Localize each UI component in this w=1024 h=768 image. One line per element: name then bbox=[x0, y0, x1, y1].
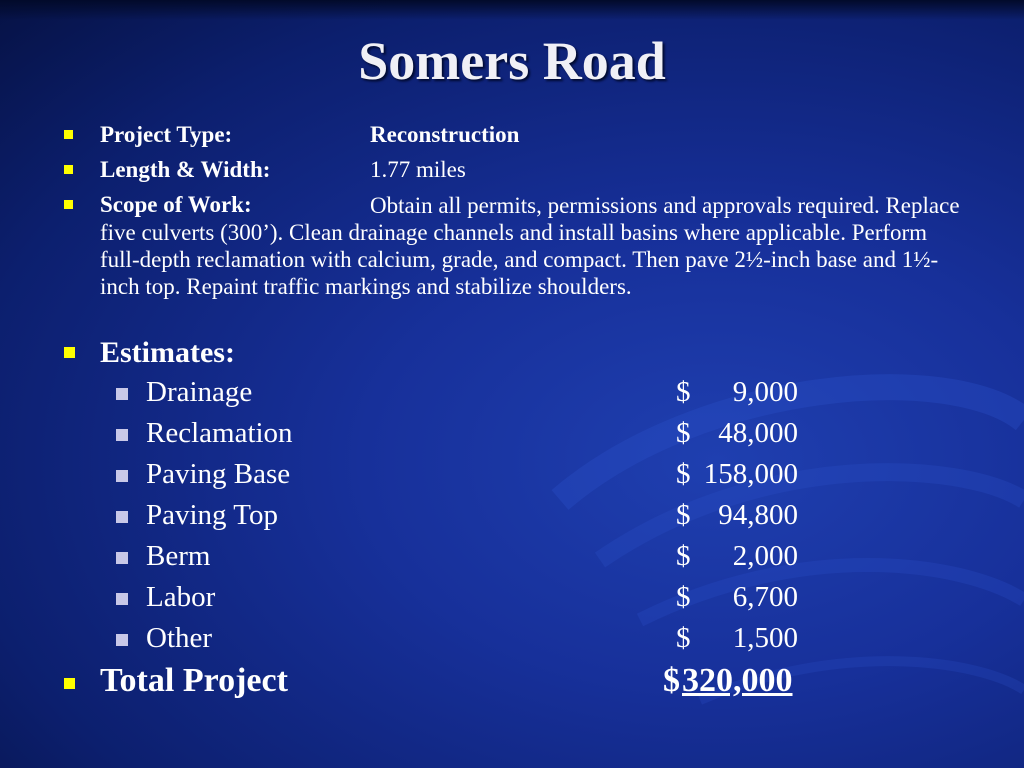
bullet-icon bbox=[64, 347, 75, 358]
sub-bullet-icon bbox=[116, 429, 128, 441]
bullet-icon bbox=[64, 165, 73, 174]
length-width-value: 1.77 miles bbox=[370, 157, 466, 182]
estimate-label-reclamation: Reclamation bbox=[146, 417, 293, 449]
estimate-currency: $ bbox=[676, 581, 691, 613]
estimate-amount-drainage: 9,000 bbox=[732, 376, 798, 408]
sub-bullet-icon bbox=[116, 593, 128, 605]
estimate-amount-berm: 2,000 bbox=[732, 540, 798, 572]
estimate-currency: $ bbox=[676, 417, 691, 449]
total-project-label: Total Project bbox=[100, 662, 288, 699]
estimate-amount-paving-base: 158,000 bbox=[703, 458, 798, 490]
estimate-amount-reclamation: 48,000 bbox=[718, 417, 798, 449]
estimate-label-other: Other bbox=[146, 622, 213, 654]
estimate-label-paving-top: Paving Top bbox=[146, 499, 278, 531]
estimate-currency: $ bbox=[676, 540, 691, 572]
project-type-label: Project Type: bbox=[100, 122, 233, 147]
bullet-icon bbox=[64, 200, 73, 209]
scope-of-work-label: Scope of Work: bbox=[100, 192, 252, 217]
estimate-currency: $ bbox=[676, 622, 691, 654]
estimate-currency: $ bbox=[676, 458, 691, 490]
estimate-currency: $ bbox=[676, 376, 691, 408]
sub-bullet-icon bbox=[116, 388, 128, 400]
total-currency: $ bbox=[663, 662, 680, 699]
slide-title: Somers Road bbox=[358, 31, 666, 91]
bullet-icon bbox=[64, 678, 75, 689]
sub-bullet-icon bbox=[116, 470, 128, 482]
sub-bullet-icon bbox=[116, 552, 128, 564]
estimate-label-drainage: Drainage bbox=[146, 376, 253, 408]
sub-bullet-icon bbox=[116, 634, 128, 646]
estimate-label-paving-base: Paving Base bbox=[146, 458, 291, 490]
project-type-value: Reconstruction bbox=[370, 122, 520, 147]
estimate-amount-other: 1,500 bbox=[732, 622, 798, 654]
top-shadow-bar bbox=[0, 0, 1024, 20]
scope-of-work-value: Obtain all permits, permissions and approvals required. Replace five culverts (300’). Clean drainage channels and install basins where applicable. Perform full-depth reclamation with calcium, grade, and compact. Then pave 2½-inch base and 1½-inch top. Repaint traffic markings and stabilize shoulders. bbox=[100, 193, 960, 299]
estimate-label-labor: Labor bbox=[146, 581, 216, 613]
sub-bullet-icon bbox=[116, 511, 128, 523]
total-project-amount: 320,000 bbox=[682, 662, 793, 699]
estimate-amount-labor: 6,700 bbox=[732, 581, 798, 613]
length-width-label: Length & Width: bbox=[100, 157, 271, 182]
bullet-icon bbox=[64, 130, 73, 139]
estimate-label-berm: Berm bbox=[146, 540, 211, 572]
estimate-currency: $ bbox=[676, 499, 691, 531]
estimates-heading: Estimates: bbox=[100, 336, 235, 369]
estimate-amount-paving-top: 94,800 bbox=[718, 499, 798, 531]
